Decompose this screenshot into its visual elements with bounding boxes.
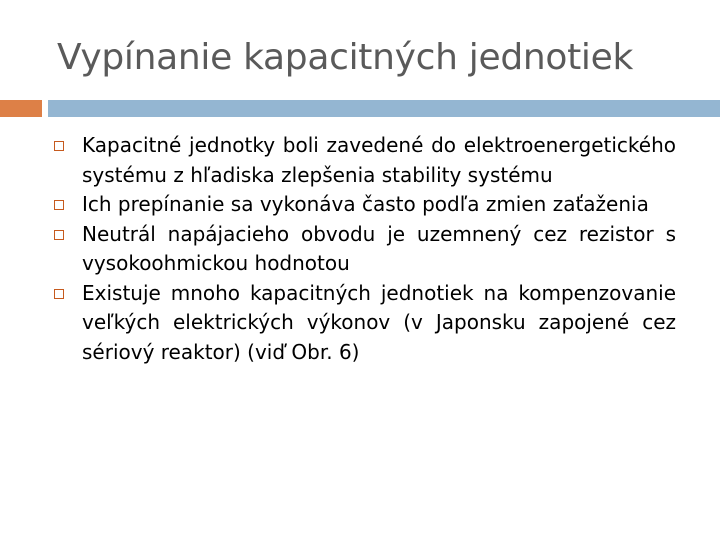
bullet-item	[54, 279, 676, 368]
hollow-square-icon	[54, 289, 64, 299]
bullet-item	[54, 220, 676, 279]
bullet-text: Existuje mnoho kapacitných jednotiek na kompenzovanie veľkých elektrických výkonov (v Japonsku zapojené cez sériový reaktor) (viď Obr. 6)	[82, 280, 676, 364]
bullet-item	[54, 131, 676, 190]
hollow-square-icon	[54, 200, 64, 210]
bullet-text: Ich prepínanie sa vykonáva často podľa zmien zaťaženia	[82, 192, 649, 216]
bullet-list	[54, 131, 676, 367]
hollow-square-icon	[54, 230, 64, 240]
bullet-item	[54, 190, 676, 220]
title-rule-bar	[48, 100, 720, 117]
bullet-text: Neutrál napájacieho obvodu je uzemnený cez rezistor s vysokoohmickou hodnotou	[82, 221, 676, 275]
bullet-text: Kapacitné jednotky boli zavedené do elektroenergetického systému z hľadiska zlepšenia stability systému	[82, 133, 676, 187]
slide-title: Vypínanie kapacitných jednotiek	[57, 37, 634, 78]
title-accent-bar	[0, 100, 42, 117]
hollow-square-icon	[54, 141, 64, 151]
